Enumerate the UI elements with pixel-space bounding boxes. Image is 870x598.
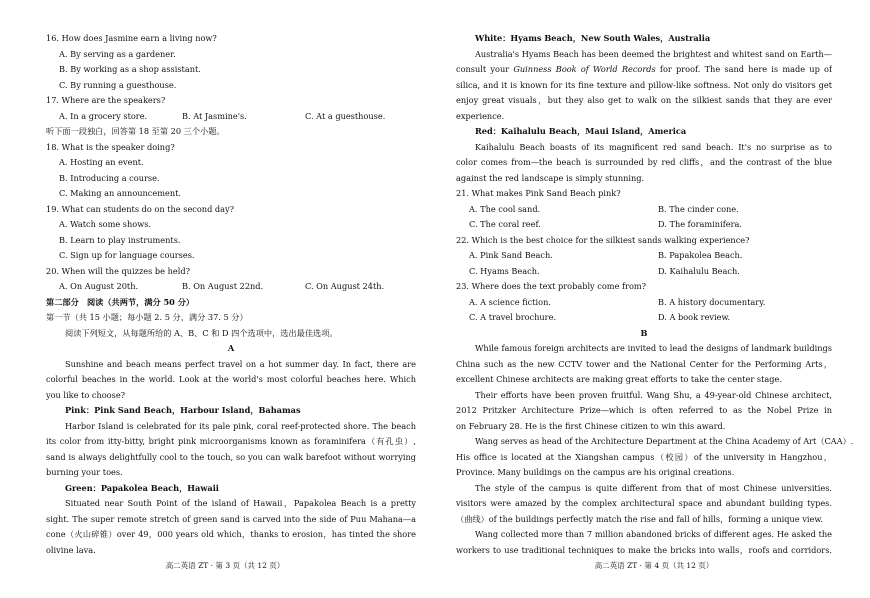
text-line: silica, and it is known for its fine texture and pillow-like softness. Not only do visitors get xyxy=(456,79,832,90)
answer-options-row xyxy=(46,279,416,295)
text-line: burning your toes. xyxy=(46,467,123,477)
answer-option: C. The coral reef. xyxy=(469,219,541,229)
beach-heading: Green：Papakolea Beach，Hawaii xyxy=(65,482,219,493)
paragraph-first-line: Wang collected more than 7 million abandoned bricks of different ages. He asked the xyxy=(475,529,832,539)
paragraph-first-line: Wang serves as head of the Architecture Department at the China Academy of Art（CAA）. xyxy=(475,436,854,446)
text-line: sand is always delightfully cool to the touch, so you can walk barefoot without worrying xyxy=(46,451,416,462)
answer-option: C. Hyams Beach. xyxy=(469,265,540,276)
answer-option: C. By running a guesthouse. xyxy=(59,79,177,90)
answer-option: B. The cinder cone. xyxy=(658,203,739,214)
text-line: His office is located at the Xiangshan campus（校园）of the university in Hangzhou， xyxy=(456,451,832,462)
text-segment: consult your xyxy=(456,64,514,74)
text-line: 听下面一段独白，回答第 18 至第 20 三个小题。 xyxy=(46,126,225,136)
answer-options-row xyxy=(456,295,832,311)
text-line: experience. xyxy=(456,110,505,121)
answer-option: A. On August 20th. xyxy=(59,281,139,291)
answer-option: D. The foraminifera. xyxy=(658,219,742,229)
answer-options-row xyxy=(456,217,832,233)
answer-option: C. A travel brochure. xyxy=(469,312,557,322)
text-line: China such as the new CCTV tower and the National Center for the Performing Arts， xyxy=(456,358,832,369)
page-footer-3: 高二英语 ZT · 第 3 页（共 12 页） xyxy=(165,561,285,570)
answer-options-row xyxy=(456,202,832,218)
answer-option: B. Introducing a course. xyxy=(59,172,160,183)
text-line: 23. Where does the text probably come from? xyxy=(456,281,647,291)
text-line: （曲线）of the buildings perfectly match the rise and fall of hills，forming a unique view. xyxy=(456,513,823,524)
beach-heading: Red：Kaihalulu Beach，Maui Island，America xyxy=(475,126,687,136)
answer-option: D. A book review. xyxy=(658,312,731,322)
answer-option: C. At a guesthouse. xyxy=(305,110,386,121)
paragraph-first-line: While famous foreign architects are invited to lead the designs of landmark buildings xyxy=(475,343,832,353)
text-line: on February 28. He is the first Chinese citizen to win this award. xyxy=(456,420,726,431)
book-title-italic: Guinness Book of World Records xyxy=(513,64,656,74)
text-line: workers to use traditional techniques to make the bricks into walls，roofs and corridors. xyxy=(456,544,832,555)
text-line: against the red landscape is simply stunning. xyxy=(456,172,645,183)
text-line: 第一节（共 15 小题；每小题 2. 5 分，满分 37. 5 分） xyxy=(46,312,248,322)
right-page xyxy=(435,0,870,598)
answer-option: A. By serving as a gardener. xyxy=(59,48,176,59)
answer-option: B. Papakolea Beach. xyxy=(658,250,743,260)
right-page-column xyxy=(456,31,854,558)
text-line: 17. Where are the speakers? xyxy=(46,95,166,105)
page-footer-4: 高二英语 ZT · 第 4 页（共 12 页） xyxy=(594,561,714,570)
answer-option: C. On August 24th. xyxy=(305,281,385,291)
paragraph-first-line: Sunshine and beach means perfect travel on a hot summer day. In fact, there are xyxy=(65,358,416,369)
text-segment: for proof. The sand here is made up of xyxy=(659,64,832,74)
paragraph-first-line: Harbor Island is celebrated for its pale pink, coral reef-protected shore. The beach xyxy=(65,420,416,431)
text-line: 19. What can students do on the second day? xyxy=(46,203,235,214)
instruction-line: 阅读下列短文，从每题所给的 A、B、C 和 D 四个选项中，选出最佳选项。 xyxy=(65,327,338,338)
section-heading: 第二部分 阅读（共两节，满分 50 分） xyxy=(46,296,195,307)
paragraph-first-line: Their efforts have been proven fruitful. Wang Shu, a 49-year-old Chinese architect, xyxy=(475,389,832,400)
text-line: visitors were amazed by the complex architectural space and abundant building types. xyxy=(456,498,832,508)
passage-letter: B xyxy=(640,327,648,338)
text-line: enjoy great visuals，but they also get to walk on the silkiest sands that they are ever xyxy=(456,95,832,105)
text-line: olivine lava. xyxy=(46,544,96,555)
answer-option: A. Hosting an event. xyxy=(59,157,144,167)
text-line xyxy=(456,62,832,78)
left-page-column xyxy=(46,31,416,558)
text-line: 18. What is the speaker doing? xyxy=(46,141,175,152)
text-line: colorful beaches in the world. Look at the world's most colorful beaches here. Which xyxy=(46,374,416,384)
answer-option: B. On August 22nd. xyxy=(182,281,264,291)
text-line: color comes from—the beach is surrounded by red cliffs，and the contrast of the blue xyxy=(456,157,832,167)
text-line: 16. How does Jasmine earn a living now? xyxy=(46,33,217,43)
answer-option: B. A history documentary. xyxy=(658,296,766,307)
paragraph-first-line: Situated near South Point of the island of Hawaii，Papakolea Beach is a pretty xyxy=(65,498,416,508)
answer-option: C. Sign up for language courses. xyxy=(59,250,195,260)
text-line: Province. Many buildings on the campus are his original creations. xyxy=(456,467,735,477)
text-line: you like to choose? xyxy=(46,389,126,400)
text-line: sight. The super remote stretch of green sand is carved into the side of Puu Mahana—a xyxy=(46,513,416,524)
answer-option: B. At Jasmine's. xyxy=(182,110,247,121)
paragraph-first-line: The style of the campus is quite different from that of most Chinese universities. xyxy=(475,482,832,493)
beach-heading: Pink：Pink Sand Beach，Harbour Island，Bahamas xyxy=(65,405,301,415)
answer-option: B. By working as a shop assistant. xyxy=(59,64,201,74)
paragraph-first-line: Australia's Hyams Beach has been deemed the brightest and whitest sand on Earth— xyxy=(475,48,832,59)
paragraph-first-line: Kaihalulu Beach boasts of its magnificent red sand beach. It's no surprise as to xyxy=(475,141,832,152)
answer-options-row xyxy=(456,248,832,264)
beach-heading: White：Hyams Beach，New South Wales，Australia xyxy=(475,33,711,43)
text-line: 2012 Pritzker Architecture Prize—which is often referred to as the Nobel Prize in xyxy=(456,405,832,415)
answer-options-row xyxy=(456,310,832,326)
answer-options-row xyxy=(46,109,416,125)
answer-option: D. Kaihalulu Beach. xyxy=(658,265,740,276)
text-line: excellent Chinese architects are making great efforts to take the center stage. xyxy=(456,374,782,384)
passage-letter: A xyxy=(227,343,235,353)
text-line: 22. Which is the best choice for the silkiest sands walking experience? xyxy=(456,234,750,245)
text-line: 20. When will the quizzes be held? xyxy=(46,265,190,276)
answer-option: A. Pink Sand Beach. xyxy=(469,250,553,260)
text-line: 21. What makes Pink Sand Beach pink? xyxy=(456,188,621,198)
answer-option: A. The cool sand. xyxy=(469,203,541,214)
answer-option: B. Learn to play instruments. xyxy=(59,234,181,245)
answer-option: A. Watch some shows. xyxy=(59,219,152,229)
answer-options-row xyxy=(456,264,832,280)
answer-option: A. A science fiction. xyxy=(469,296,551,307)
answer-option: C. Making an announcement. xyxy=(59,188,182,198)
text-line: cone（火山碎锥）over 49，000 years old which，thanks to erosion，has tinted the shore xyxy=(46,529,416,539)
answer-option: A. In a grocery store. xyxy=(59,110,148,121)
text-line: its color from itty-bitty, bright pink microorganisms known as foraminifera（有孔虫）, xyxy=(46,436,416,446)
